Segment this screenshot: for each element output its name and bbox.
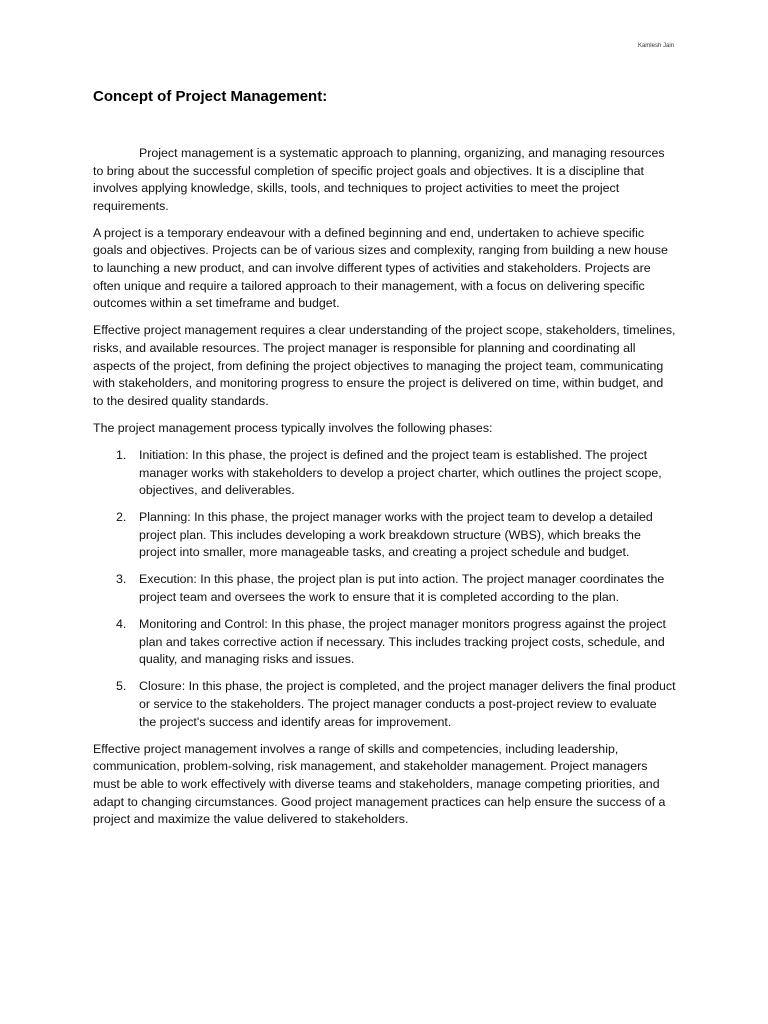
list-text: Planning: In this phase, the project manager works with the project team to develop a detailed project plan. This includes developing a work breakdown structure (WBS), which breaks the project into smaller, more manageable tasks, and creating a project schedule and budget.	[139, 510, 653, 560]
list-number: 3.	[116, 572, 127, 587]
list-item	[93, 509, 676, 562]
list-number: 1.	[116, 447, 127, 462]
project-definition-paragraph: A project is a temporary endeavour with a defined beginning and end, undertaken to achieve specific goals and objectives. Projects can be of various sizes and complexity, ranging from building a new house to launching a new product, and can involve different types of activities and stakeholders. Projects are often unique and require a tailored approach to their management, with a focus on delivering specific outcomes within a set timeframe and budget.	[93, 225, 668, 311]
list-number: 2.	[116, 510, 127, 525]
effective-management-paragraph: Effective project management requires a clear understanding of the project scope, stakeholders, timelines, risks, and available resources. The project manager is responsible for planning and coordinating all aspects of the project, from defining the project objectives to managing the project team, communicating with stakeholders, and monitoring progress to ensure the project is delivered on time, within budget, and to the desired quality standards.	[93, 323, 676, 408]
document-body	[93, 145, 676, 838]
list-item	[93, 678, 676, 731]
closing-paragraph: Effective project management involves a range of skills and competencies, including leadership, communication, problem-solving, risk management, and stakeholder management. Project managers must be able to work effectively with diverse teams and stakeholders, manage competing priorities, and adapt to changing circumstances. Good project management practices can help ensure the success of a project and maximize the value delivered to stakeholders.	[93, 741, 666, 827]
list-item	[93, 571, 676, 606]
list-number: 5.	[116, 679, 127, 694]
intro-paragraph: Project management is a systematic approach to planning, organizing, and managing resources to bring about the successful completion of specific project goals and objectives. It is a discipline that involves applying knowledge, skills, tools, and techniques to project activities to meet the project requirements.	[93, 146, 665, 213]
list-text: Initiation: In this phase, the project is defined and the project team is established. The project manager works with stakeholders to develop a project charter, which outlines the project scope, objectives, and deliverables.	[139, 447, 662, 498]
list-number: 4.	[116, 617, 127, 632]
list-text: Monitoring and Control: In this phase, the project manager monitors progress against the project plan and takes corrective action if necessary. This includes tracking project costs, schedule, and quality, and managing risks and issues.	[139, 617, 666, 667]
page-title: Concept of Project Management:	[93, 88, 328, 105]
list-item	[93, 447, 676, 500]
header-author: Kamlesh Jain	[637, 43, 674, 49]
list-item	[93, 616, 676, 669]
list-text: Closure: In this phase, the project is completed, and the project manager delivers the final product or service to the stakeholders. The project manager conducts a post-project review to evaluate the project's success and identify areas for improvement.	[139, 679, 676, 729]
list-text: Execution: In this phase, the project plan is put into action. The project manager coordinates the project team and oversees the work to ensure that it is completed according to the plan.	[139, 572, 665, 605]
phases-intro-paragraph: The project management process typically involves the following phases:	[93, 420, 493, 435]
phases-list	[93, 447, 676, 731]
